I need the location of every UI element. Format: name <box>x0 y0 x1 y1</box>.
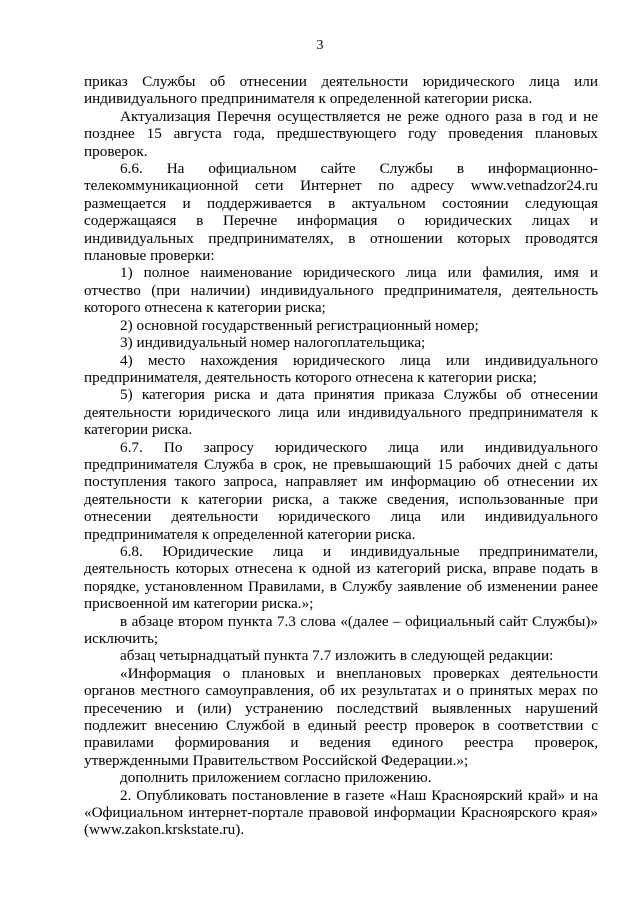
paragraph-publication: 2. Опубликовать постановление в газете «Наш Красноярский край» и на «Официальном интернет-портале правовой информации Красноярского края» (www.zakon.krskstate.ru). <box>84 786 598 839</box>
paragraph-appendix: дополнить приложением согласно приложению. <box>120 769 432 787</box>
paragraph-6-6: 6.6. На официальном сайте Службы в информационно-телекоммуникационной сети Интернет по адресу www.vetnadzor24.ru размещается и поддерживается в актуальном состоянии следующая содержащаяся в Перечне информация о юридических лицах и индивидуальных предпринимателях, в отношении которых проводятся плановые проверки: <box>84 160 598 265</box>
list-item-5: 5) категория риска и дата принятия приказа Службы об отнесении деятельности юридического лица или индивидуального предпринимателя к категории риска. <box>84 386 598 439</box>
paragraph-7-3-amendment: в абзаце втором пункта 7.3 слова «(далее – официальный сайт Службы)» исключить; <box>84 612 598 647</box>
list-item-1: 1) полное наименование юридического лица или фамилия, имя и отчество (при наличии) индивидуального предпринимателя, деятельность которого отнесена к категории риска; <box>84 264 598 317</box>
list-item-2: 2) основной государственный регистрационный номер; <box>120 316 479 334</box>
list-item-3: 3) индивидуальный номер налогоплательщика; <box>120 334 426 352</box>
paragraph-6-8: 6.8. Юридические лица и индивидуальные предприниматели, деятельность которых отнесена к одной из категорий риска, вправе подать в порядке, установленном Правилами, в Службу заявление об изменении ранее присвоенной им категории риска.»; <box>84 542 598 613</box>
list-item-4: 4) место нахождения юридического лица или индивидуального предпринимателя, деятельность которого отнесена к категории риска; <box>84 351 598 386</box>
page-number: 3 <box>316 38 324 53</box>
paragraph-6-7: 6.7. По запросу юридического лица или индивидуального предпринимателя Служба в срок, не превышающий 15 рабочих дней с даты поступления такого запроса, направляет им информацию об отнесении их деятельности к категории риска, а также сведения, использованные при отнесении деятельности юридического лица или индивидуального предпринимателя к определенной категории риска. <box>84 438 598 543</box>
paragraph-list-update: Актуализация Перечня осуществляется не реже одного раза в год и не позднее 15 августа года, предшествующего году проведения плановых проверок. <box>84 107 598 160</box>
document-body <box>84 73 598 839</box>
paragraph-quote: «Информация о плановых и внеплановых проверках деятельности органов местного самоуправления, об их результатах и о принятых мерах по пресечению и (или) устранению последствий выявленных нарушений подлежит внесению Службой в единый реестр проверок в соответствии с правилами формирования и ведения единого реестра проверок, утвержденными Правительством Российской Федерации.»; <box>84 664 598 769</box>
paragraph-continuation: приказ Службы об отнесении деятельности юридического лица или индивидуального предпринимателя к определенной категории риска. <box>84 73 598 108</box>
paragraph-7-7-amendment: абзац четырнадцатый пункта 7.7 изложить в следующей редакции: <box>120 647 554 665</box>
